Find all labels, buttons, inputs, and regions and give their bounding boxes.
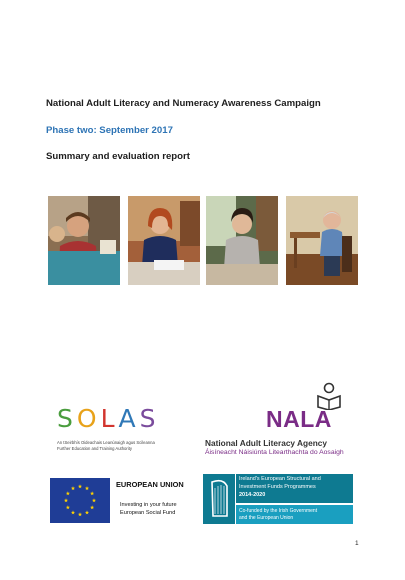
- eu-star-icon: [78, 484, 82, 488]
- eu-star-icon: [90, 505, 94, 509]
- solas-wordmark: [57, 404, 159, 433]
- eu-esf-logo: [50, 478, 190, 523]
- esif-years: 2014-2020: [239, 492, 266, 498]
- solas-english-line: Further Education and Training Authority: [57, 446, 132, 451]
- photo-man-with-child: [48, 196, 120, 285]
- solas-irish-line: An tSeirbhís Oideachais Leanúnaigh agus Scileanna: [57, 440, 155, 445]
- esif-logo: [203, 474, 353, 524]
- man-with-child-photo-icon: [48, 196, 120, 285]
- eu-star-icon: [78, 512, 82, 516]
- photo-young-man-at-table: [206, 196, 278, 285]
- eu-star-icon: [71, 510, 75, 514]
- nala-logo: [202, 382, 357, 462]
- eu-title: EUROPEAN UNION: [116, 480, 184, 489]
- eu-flag-icon: [50, 478, 110, 523]
- young-man-at-table-photo-icon: [206, 196, 278, 285]
- eu-star-icon: [85, 510, 89, 514]
- solas-letter: A: [118, 404, 140, 433]
- eu-star-icon: [85, 486, 89, 490]
- solas-letter: L: [100, 404, 119, 433]
- woman-writing-photo-icon: [128, 196, 200, 285]
- esif-line: Investment Funds Programmes: [239, 484, 316, 490]
- report-type-heading: Summary and evaluation report: [46, 151, 190, 162]
- esif-line: Ireland's European Structural and: [239, 476, 321, 482]
- esif-cofunded-box: [236, 505, 353, 524]
- nala-irish-name: Áisíneacht Náisiúnta Litearthachta do Aosaigh: [205, 449, 344, 456]
- esif-line: Co-funded by the Irish Government: [239, 508, 318, 514]
- phase-heading: Phase two: September 2017: [46, 125, 173, 136]
- photo-strip: [48, 196, 358, 285]
- nala-agency-name: National Adult Literacy Agency: [205, 438, 328, 448]
- document-title: National Adult Literacy and Numeracy Awareness Campaign: [46, 98, 321, 109]
- page-number: 1: [355, 540, 359, 547]
- eu-fund-name: European Social Fund: [120, 510, 176, 516]
- photo-older-man-at-desk: [286, 196, 358, 285]
- eu-star-icon: [64, 498, 68, 502]
- older-man-at-desk-photo-icon: [286, 196, 358, 285]
- eu-star-icon: [90, 491, 94, 495]
- harp-icon: [203, 474, 235, 524]
- nala-wordmark: NALA: [266, 406, 332, 432]
- solas-letter: S: [139, 404, 160, 433]
- esif-programme-box: [236, 474, 353, 503]
- solas-letter: S: [57, 404, 77, 433]
- eu-star-icon: [66, 505, 70, 509]
- eu-star-icon: [92, 498, 96, 502]
- eu-star-icon: [71, 486, 75, 490]
- solas-letter: O: [76, 404, 101, 433]
- solas-logo: [57, 404, 177, 454]
- esif-line: and the European Union: [239, 515, 294, 521]
- photo-woman-writing: [128, 196, 200, 285]
- eu-star-icon: [66, 491, 70, 495]
- eu-tagline: Investing in your future: [120, 502, 177, 508]
